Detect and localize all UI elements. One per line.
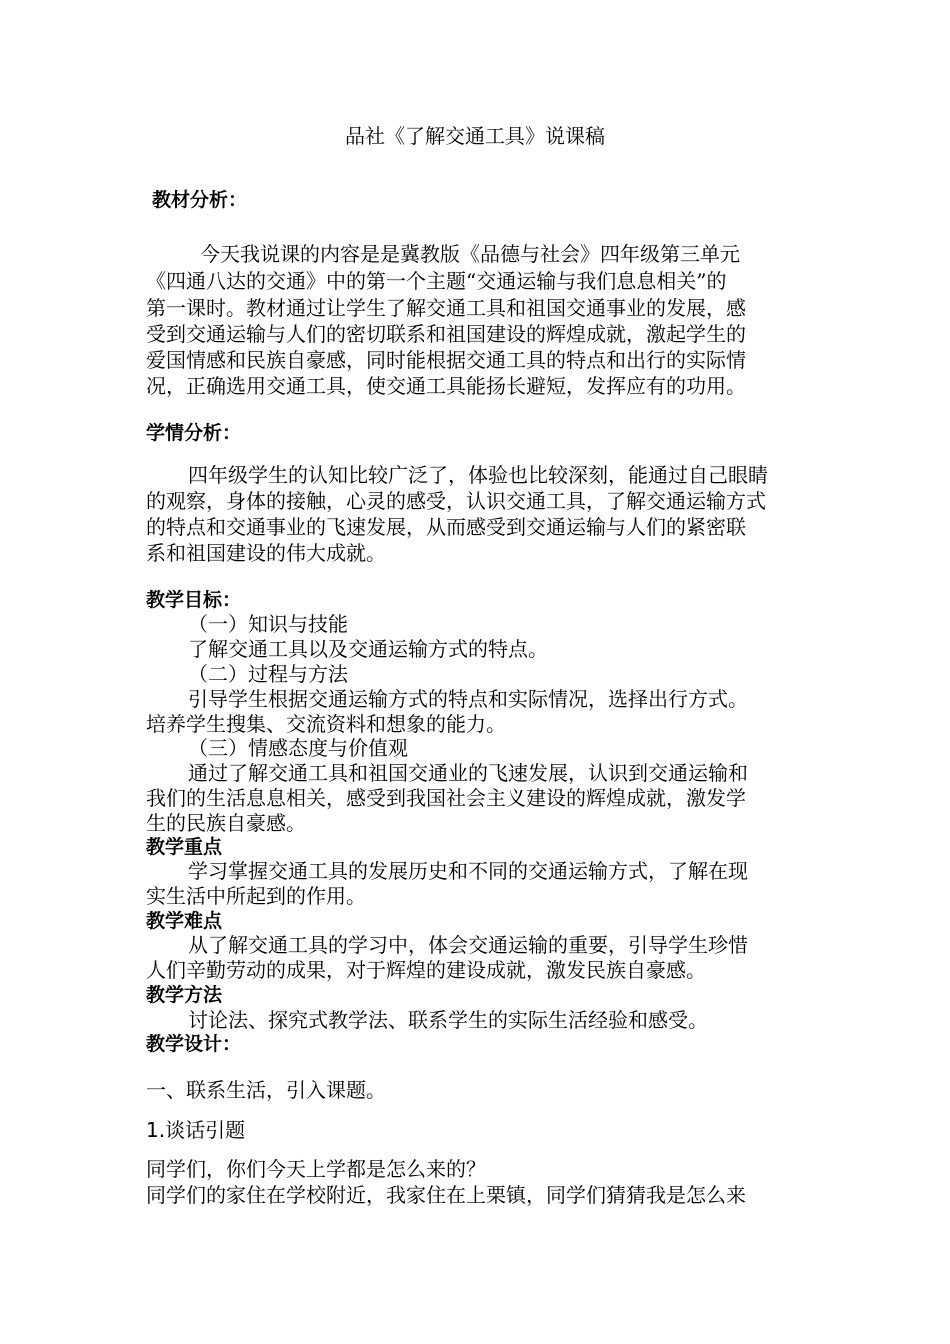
method-line: 讨论法、探究式教学法、联系学生的实际生活经验和感受。 [188,1008,708,1032]
teaching-design-heading: 教学设计： [146,1033,242,1055]
design-line: 同学们，你们今天上学都是怎么来的？ [146,1157,486,1181]
design-line: 1.谈话引题 [146,1118,246,1142]
student-paragraph-line: 的观察，身体的接触，心灵的感受，认识交通工具，了解交通运输方式 [146,489,766,513]
material-paragraph-line: 今天我说课的内容是是冀教版《品德与社会》四年级第三单元 [200,242,740,266]
goal-line: （二）过程与方法 [188,662,348,686]
material-analysis-heading: 教材分析： [152,189,248,211]
teaching-goals-heading: 教学目标： [146,589,242,611]
goal-line: 生的民族自豪感。 [146,811,306,835]
student-paragraph-line: 系和祖国建设的伟大成就。 [146,541,386,565]
goal-line: 引导学生根据交通运输方式的特点和实际情况，选择出行方式。 [188,687,748,711]
goal-line: （三）情感态度与价值观 [188,736,408,760]
goal-line: （一）知识与技能 [188,612,348,636]
document-title: 品社《了解交通工具》说课稿 [345,124,605,148]
teaching-difficulty-heading: 教学难点 [146,910,223,932]
difficulty-line: 人们辛勤劳动的成果，对于辉煌的建设成就，激发民族自豪感。 [146,958,706,982]
student-paragraph-line: 四年级学生的认知比较广泛了，体验也比较深刻，能通过自己眼睛 [188,463,768,487]
student-paragraph-line: 的特点和交通事业的飞速发展，从而感受到交通运输与人们的紧密联 [146,515,746,539]
design-line: 同学们的家住在学校附近，我家住在上栗镇，同学们猜猜我是怎么来 [146,1183,746,1207]
material-paragraph-line: 第一课时。教材通过让学生了解交通工具和祖国交通事业的发展，感 [146,296,746,320]
key-points-line: 实生活中所起到的作用。 [146,884,366,908]
material-paragraph-line: 《四通八达的交通》中的第一个主题“交通运输与我们息息相关”的 [146,269,727,293]
material-paragraph-line: 况，正确选用交通工具，使交通工具能扬长避短，发挥应有的功用。 [146,374,746,398]
teaching-method-heading: 教学方法 [146,984,223,1006]
goal-line: 通过了解交通工具和祖国交通业的飞速发展，认识到交通运输和 [188,761,748,785]
key-points-line: 学习掌握交通工具的发展历史和不同的交通运输方式，了解在现 [188,859,748,883]
goal-line: 我们的生活息息相关，感受到我国社会主义建设的辉煌成就，激发学 [146,786,746,810]
material-paragraph-line: 爱国情感和民族自豪感，同时能根据交通工具的特点和出行的实际情 [146,348,746,372]
material-paragraph-line: 受到交通运输与人们的密切联系和祖国建设的辉煌成就，激起学生的 [146,322,746,346]
student-analysis-heading: 学情分析： [146,422,242,444]
teaching-key-points-heading: 教学重点 [146,836,223,858]
goal-line: 培养学生搜集、交流资料和想象的能力。 [146,712,506,736]
design-line: 一、联系生活，引入课题。 [146,1078,386,1102]
difficulty-line: 从了解交通工具的学习中，体会交通运输的重要，引导学生珍惜 [188,933,748,957]
goal-line: 了解交通工具以及交通运输方式的特点。 [188,637,548,661]
